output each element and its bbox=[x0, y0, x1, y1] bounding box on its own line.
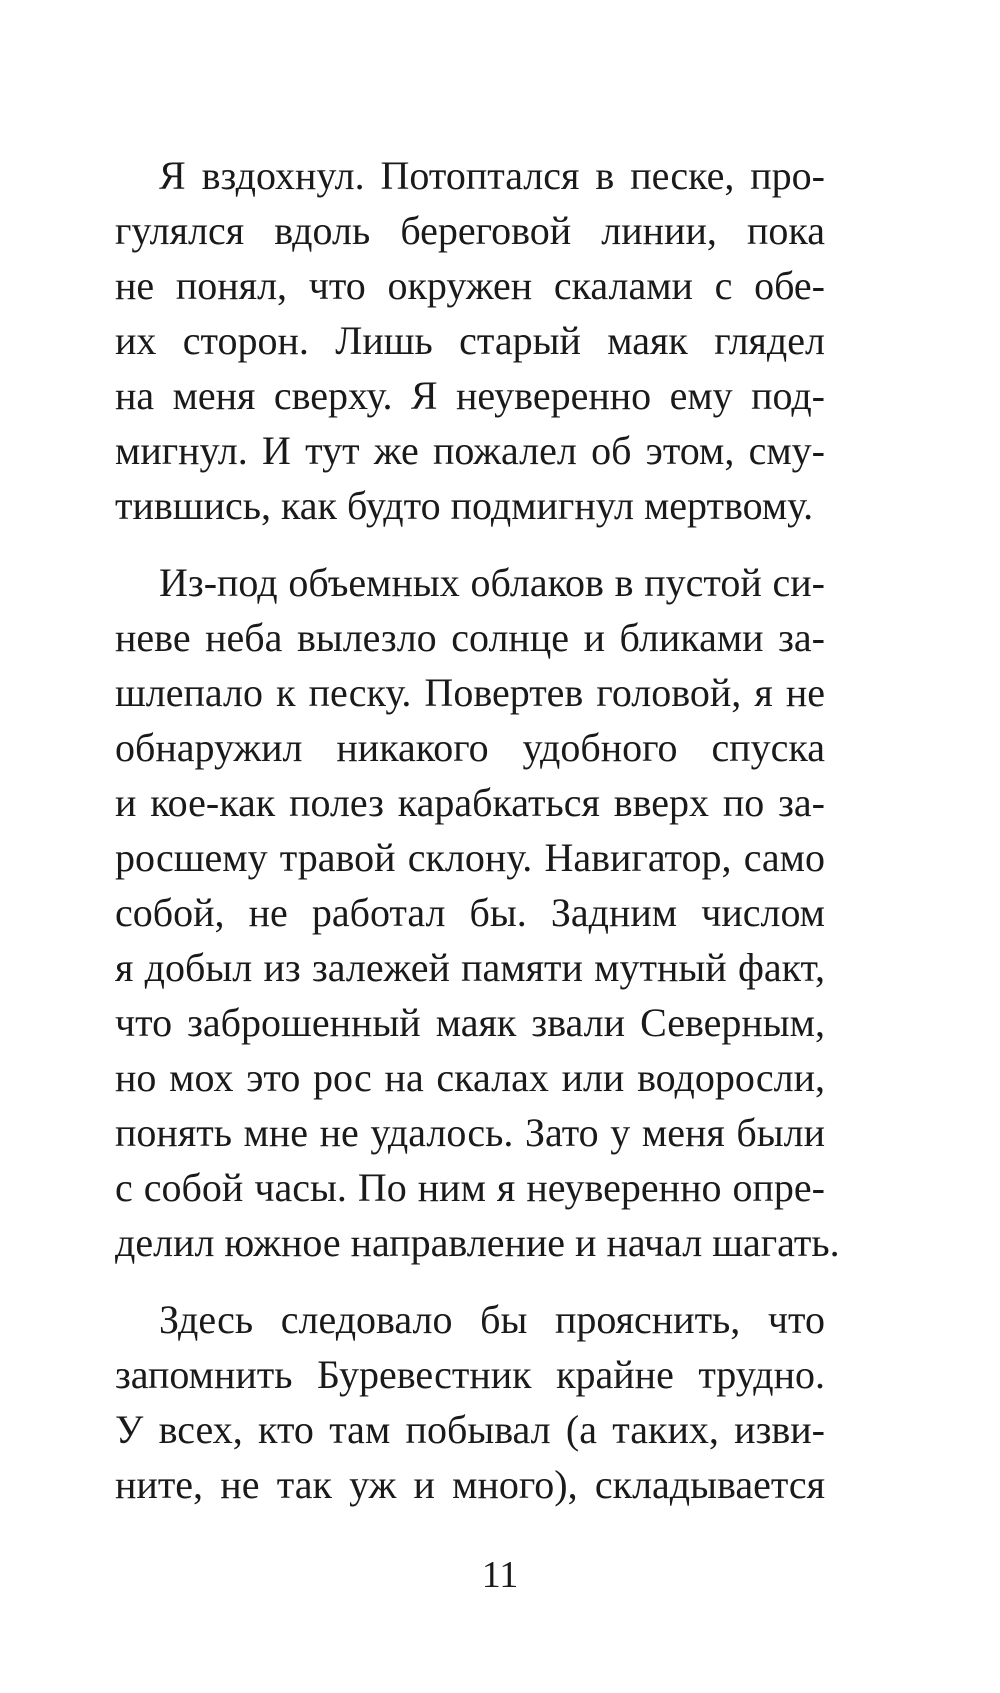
page-number: 11 bbox=[481, 1554, 519, 1596]
text-line: что заброшенный маяк звали Северным, bbox=[115, 1000, 825, 1045]
text-line: неве неба вылезло солнце и бликами за- bbox=[115, 615, 825, 660]
text-line: мигнул. И тут же пожалел об этом, сму- bbox=[115, 428, 825, 473]
text-line: я добыл из залежей памяти мутный факт, bbox=[115, 945, 825, 990]
text-line: Из-под объемных облаков в пустой си- bbox=[159, 560, 825, 605]
text-line: У всех, кто там побывал (а таких, изви- bbox=[115, 1407, 825, 1452]
text-line: шлепало к песку. Повертев головой, я не bbox=[115, 670, 825, 715]
text-line: и кое-как полез карабкаться вверх по за- bbox=[115, 780, 825, 825]
text-line: Здесь следовало бы прояснить, что bbox=[159, 1297, 825, 1342]
paragraph-1 bbox=[115, 148, 825, 533]
paragraph-3 bbox=[115, 1292, 825, 1512]
body-text bbox=[115, 148, 840, 1512]
text-line: на меня сверху. Я неуверенно ему под- bbox=[115, 373, 825, 418]
text-line: делил южное направление и начал шагать. bbox=[115, 1220, 840, 1265]
text-line: но мох это рос на скалах или водоросли, bbox=[115, 1055, 825, 1100]
paragraph-2 bbox=[115, 555, 840, 1270]
text-line: собой, не работал бы. Задним числом bbox=[115, 890, 825, 935]
text-line: запомнить Буревестник крайне трудно. bbox=[115, 1352, 825, 1397]
text-line: росшему травой склону. Навигатор, само bbox=[115, 835, 825, 880]
text-line: Я вздохнул. Потоптался в песке, про- bbox=[159, 153, 825, 198]
text-line: с собой часы. По ним я неуверенно опре- bbox=[115, 1165, 825, 1210]
text-line: не понял, что окружен скалами с обе- bbox=[115, 263, 825, 308]
text-line: обнаружил никакого удобного спуска bbox=[115, 725, 825, 770]
text-line: понять мне не удалось. Зато у меня были bbox=[115, 1110, 825, 1155]
text-line: ните, не так уж и много), складывается bbox=[115, 1462, 825, 1507]
text-line: тившись, как будто подмигнул мертвому. bbox=[115, 483, 814, 528]
text-line: их сторон. Лишь старый маяк глядел bbox=[115, 318, 825, 363]
text-line: гулялся вдоль береговой линии, пока bbox=[115, 208, 825, 253]
